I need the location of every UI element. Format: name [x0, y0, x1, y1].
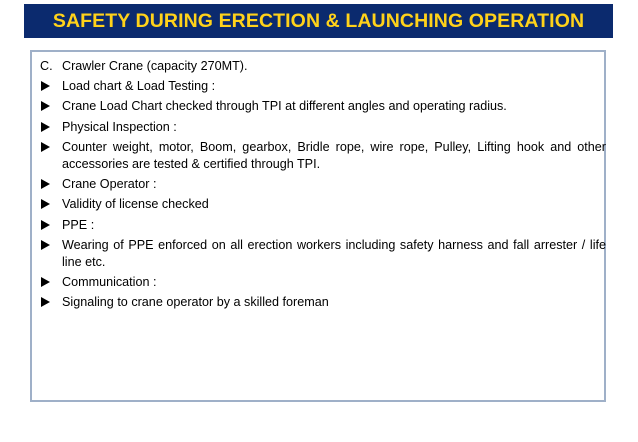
list-item-ppe-heading: [40, 217, 606, 235]
list-item-inspection-detail: [40, 139, 606, 173]
arrow-bullet-icon: [41, 81, 50, 91]
list-item-text: PPE :: [62, 217, 95, 232]
arrow-bullet-icon: [41, 179, 50, 189]
list-item-text: Communication :: [62, 274, 157, 289]
arrow-bullet-icon: [41, 240, 50, 250]
list-item-text: Load chart & Load Testing :: [62, 78, 216, 93]
arrow-bullet-icon: [41, 122, 50, 132]
list-item-text: Validity of license checked: [62, 197, 209, 211]
page-title: SAFETY DURING ERECTION & LAUNCHING OPERATION: [52, 9, 585, 32]
list-item-text: Counter weight, motor, Boom, gearbox, Bridle rope, wire rope, Pulley, Lifting hook and other accessories are tested & certified through TPI.: [62, 140, 606, 171]
list-item-load-chart-heading: [40, 78, 606, 96]
arrow-bullet-icon: [41, 101, 50, 111]
list-item-text: Crawler Crane (capacity 270MT).: [62, 59, 248, 73]
arrow-bullet-icon: [41, 297, 50, 307]
arrow-bullet-icon: [41, 142, 50, 152]
list-item-text: Crane Operator :: [62, 176, 157, 191]
list-item-crawler-crane: [40, 58, 606, 75]
arrow-bullet-icon: [41, 199, 50, 209]
list-item-text: Physical Inspection :: [62, 119, 177, 134]
list-item-text: Wearing of PPE enforced on all erection workers including safety harness and fall arrester / life line etc.: [62, 238, 606, 269]
list-item-ppe-detail: [40, 237, 606, 271]
list-item-text: Crane Load Chart checked through TPI at different angles and operating radius.: [62, 99, 507, 113]
list-item-text: Signaling to crane operator by a skilled foreman: [62, 295, 329, 309]
list-marker: C.: [40, 59, 53, 73]
title-banner: [24, 4, 613, 38]
list-item-communication-detail: [40, 294, 606, 312]
arrow-bullet-icon: [41, 220, 50, 230]
list-item-load-chart-detail: [40, 98, 606, 116]
list-item-communication-heading: [40, 274, 606, 292]
list-item-operator-detail: [40, 196, 606, 214]
list-item-inspection-heading: [40, 119, 606, 137]
content-list: [40, 58, 606, 315]
list-item-operator-heading: [40, 176, 606, 194]
content-box: [30, 50, 606, 402]
arrow-bullet-icon: [41, 277, 50, 287]
